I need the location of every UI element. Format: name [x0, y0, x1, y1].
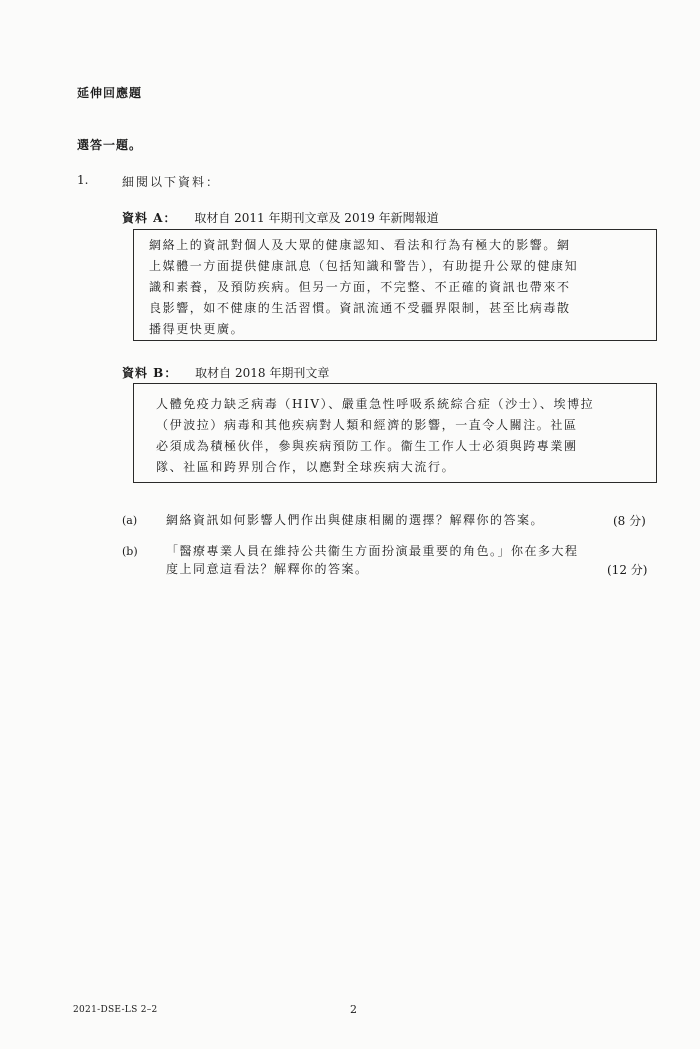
part-b-label: (b) — [122, 545, 138, 558]
paper-code: 2021-DSE-LS 2–2 — [73, 1005, 158, 1015]
source-b-line: 必須成為積極伙伴，參與疾病預防工作。衞生工作人士必須與跨專業團 — [156, 439, 578, 453]
source-b-heading — [122, 364, 329, 381]
instruction-text: 選答一題。 — [77, 138, 143, 152]
part-a-question: 網絡資訊如何影響人們作出與健康相關的選擇？解釋你的答案。 — [166, 513, 545, 527]
source-a-caption: 取材自 2011 年期刊文章及 2019 年新聞報道 — [194, 211, 439, 225]
source-b-caption: 取材自 2018 年期刊文章 — [195, 366, 330, 380]
source-b-line: 隊、社區和跨界別合作，以應對全球疾病大流行。 — [156, 460, 456, 474]
source-a-label: 資料 A： — [122, 211, 177, 225]
source-a-box — [133, 229, 657, 341]
part-a-marks: (8 分) — [613, 514, 646, 528]
source-b-label: 資料 B： — [122, 366, 178, 380]
source-b-line: （伊波拉）病毒和其他疾病對人類和經濟的影響，一直令人關注。社區 — [156, 418, 578, 432]
source-a-line: 網絡上的資訊對個人及大眾的健康認知、看法和行為有極大的影響。網 — [149, 238, 571, 252]
source-a-line: 上媒體一方面提供健康訊息（包括知識和警告），有助提升公眾的健康知 — [149, 259, 579, 273]
part-b-question-line: 「醫療專業人員在維持公共衞生方面扮演最重要的角色。」你在多大程 — [166, 544, 579, 558]
source-a-heading — [122, 209, 439, 226]
source-a-line: 播得更快更廣。 — [149, 322, 245, 336]
source-b-line: 人體免疫力缺乏病毒（HIV）、嚴重急性呼吸系統綜合症（沙士）、埃博拉 — [156, 397, 595, 411]
part-b-marks: (12 分) — [607, 563, 648, 577]
section-heading: 延伸回應題 — [77, 86, 143, 100]
part-a-label: (a) — [122, 514, 138, 527]
page-number: 2 — [350, 1003, 357, 1016]
part-b-question-line: 度上同意這看法？解釋你的答案。 — [166, 562, 369, 576]
question-intro: 細閱以下資料： — [122, 175, 221, 189]
source-a-line: 良影響，如不健康的生活習慣。資訊流通不受疆界限制，甚至比病毒散 — [149, 301, 571, 315]
question-number: 1. — [77, 173, 89, 187]
source-b-box — [133, 383, 657, 483]
source-a-line: 識和素養，及預防疾病。但另一方面，不完整、不正確的資訊也帶來不 — [149, 280, 571, 294]
